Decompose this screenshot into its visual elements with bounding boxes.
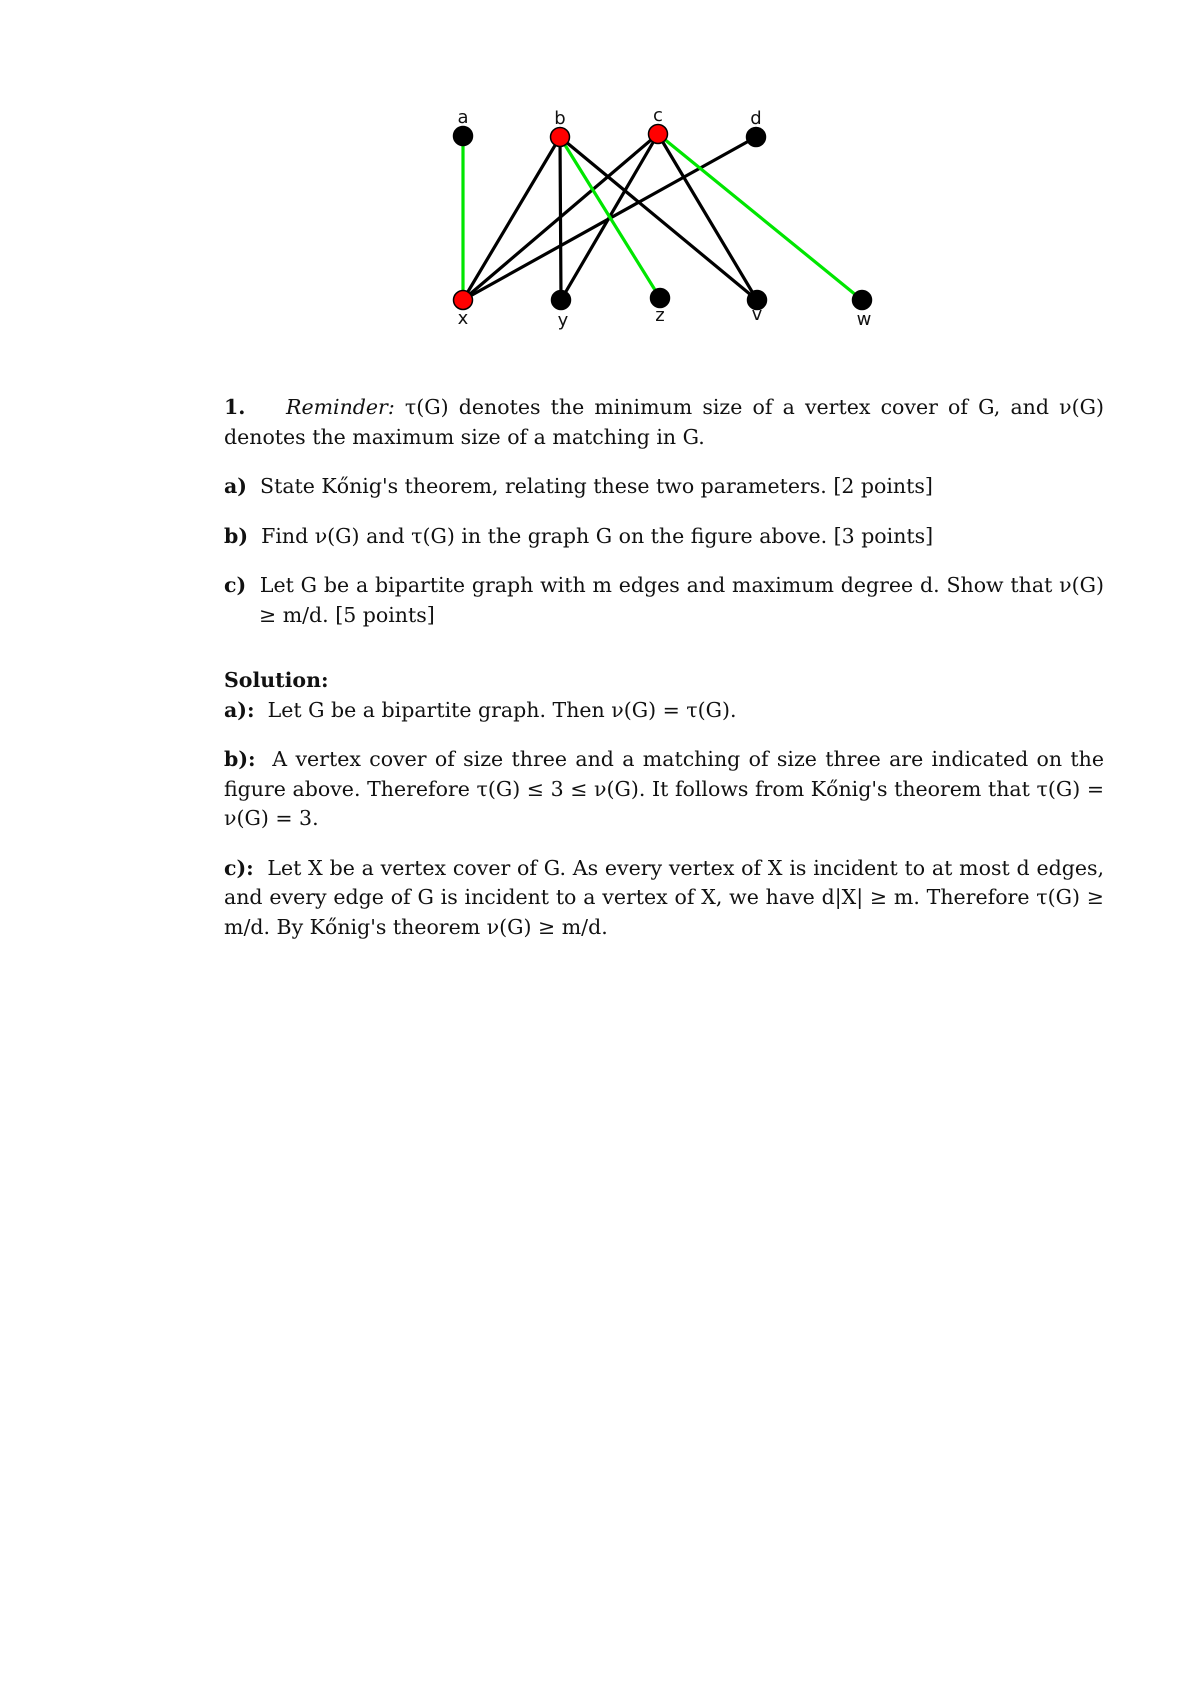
problem-statement [224, 393, 1104, 452]
vertex-x [454, 291, 473, 310]
problem-number: 1. [224, 395, 246, 419]
exam-content [224, 393, 1104, 942]
solution-c-text: Let X be a vertex cover of G. As every vertex of X is incident to at most d edges, and every edge of G is incident to a vertex of X, we have d|X| ≥ m. Therefore τ(G) ≥ m/d. By Kőnig's theorem ν(G) ≥ m/d. [224, 855, 1104, 939]
solution-a [224, 696, 1104, 726]
vertex-a [454, 127, 473, 146]
vertex-label-a: a [457, 107, 469, 128]
vertex-label-c: c [653, 105, 663, 126]
solution-heading-text: Solution: [224, 668, 329, 692]
solution-b [224, 745, 1104, 834]
bipartite-graph-figure [0, 0, 1200, 340]
solution-c [224, 854, 1104, 943]
vertex-y [552, 291, 571, 310]
question-b [224, 522, 1104, 552]
edge-b-x [463, 137, 560, 300]
edge-c-v [658, 134, 757, 300]
reminder-label: Reminder: [286, 395, 395, 419]
vertex-label-b: b [554, 108, 566, 129]
solution-b-label: b): [224, 747, 256, 771]
question-c-label: c) [224, 573, 247, 597]
vertex-label-y: y [557, 310, 569, 331]
solution-c-label: c): [224, 855, 254, 880]
solution-a-text: Let G be a bipartite graph. Then ν(G) = τ(G). [267, 697, 737, 722]
vertex-label-v: v [751, 304, 763, 325]
solution-a-label: a): [224, 697, 255, 722]
question-c-text: Let G be a bipartite graph with m edges and maximum degree d. Show that ν(G) ≥ m/d. [5 points] [259, 573, 1104, 627]
vertex-label-d: d [750, 108, 762, 129]
question-a-text: State Kőnig's theorem, relating these two parameters. [2 points] [260, 474, 933, 498]
question-b-text: Find ν(G) and τ(G) in the graph G on the figure above. [3 points] [261, 523, 934, 548]
matching-edge-c-w [658, 134, 862, 300]
reminder-text: τ(G) denotes the minimum size of a vertex cover of G, and ν(G) denotes the maximum size of a matching in G. [224, 395, 1104, 449]
vertex-b [551, 128, 570, 147]
question-b-label: b) [224, 523, 249, 548]
question-a-label: a) [224, 474, 247, 498]
vertex-c [649, 125, 668, 144]
vertex-d [747, 128, 766, 147]
vertex-label-x: x [457, 308, 469, 329]
vertex-w [853, 291, 872, 310]
solution-heading [224, 666, 1104, 696]
vertex-label-w: w [856, 309, 872, 330]
solution-b-text: A vertex cover of size three and a matching of size three are indicated on the figure above. Therefore τ(G) ≤ 3 ≤ ν(G). It follows from Kőnig's theorem that τ(G) = ν(G) = 3. [224, 747, 1104, 830]
vertex-label-z: z [655, 305, 665, 326]
edge-b-v [560, 137, 757, 300]
question-a [224, 472, 1104, 502]
question-c [224, 571, 1104, 630]
